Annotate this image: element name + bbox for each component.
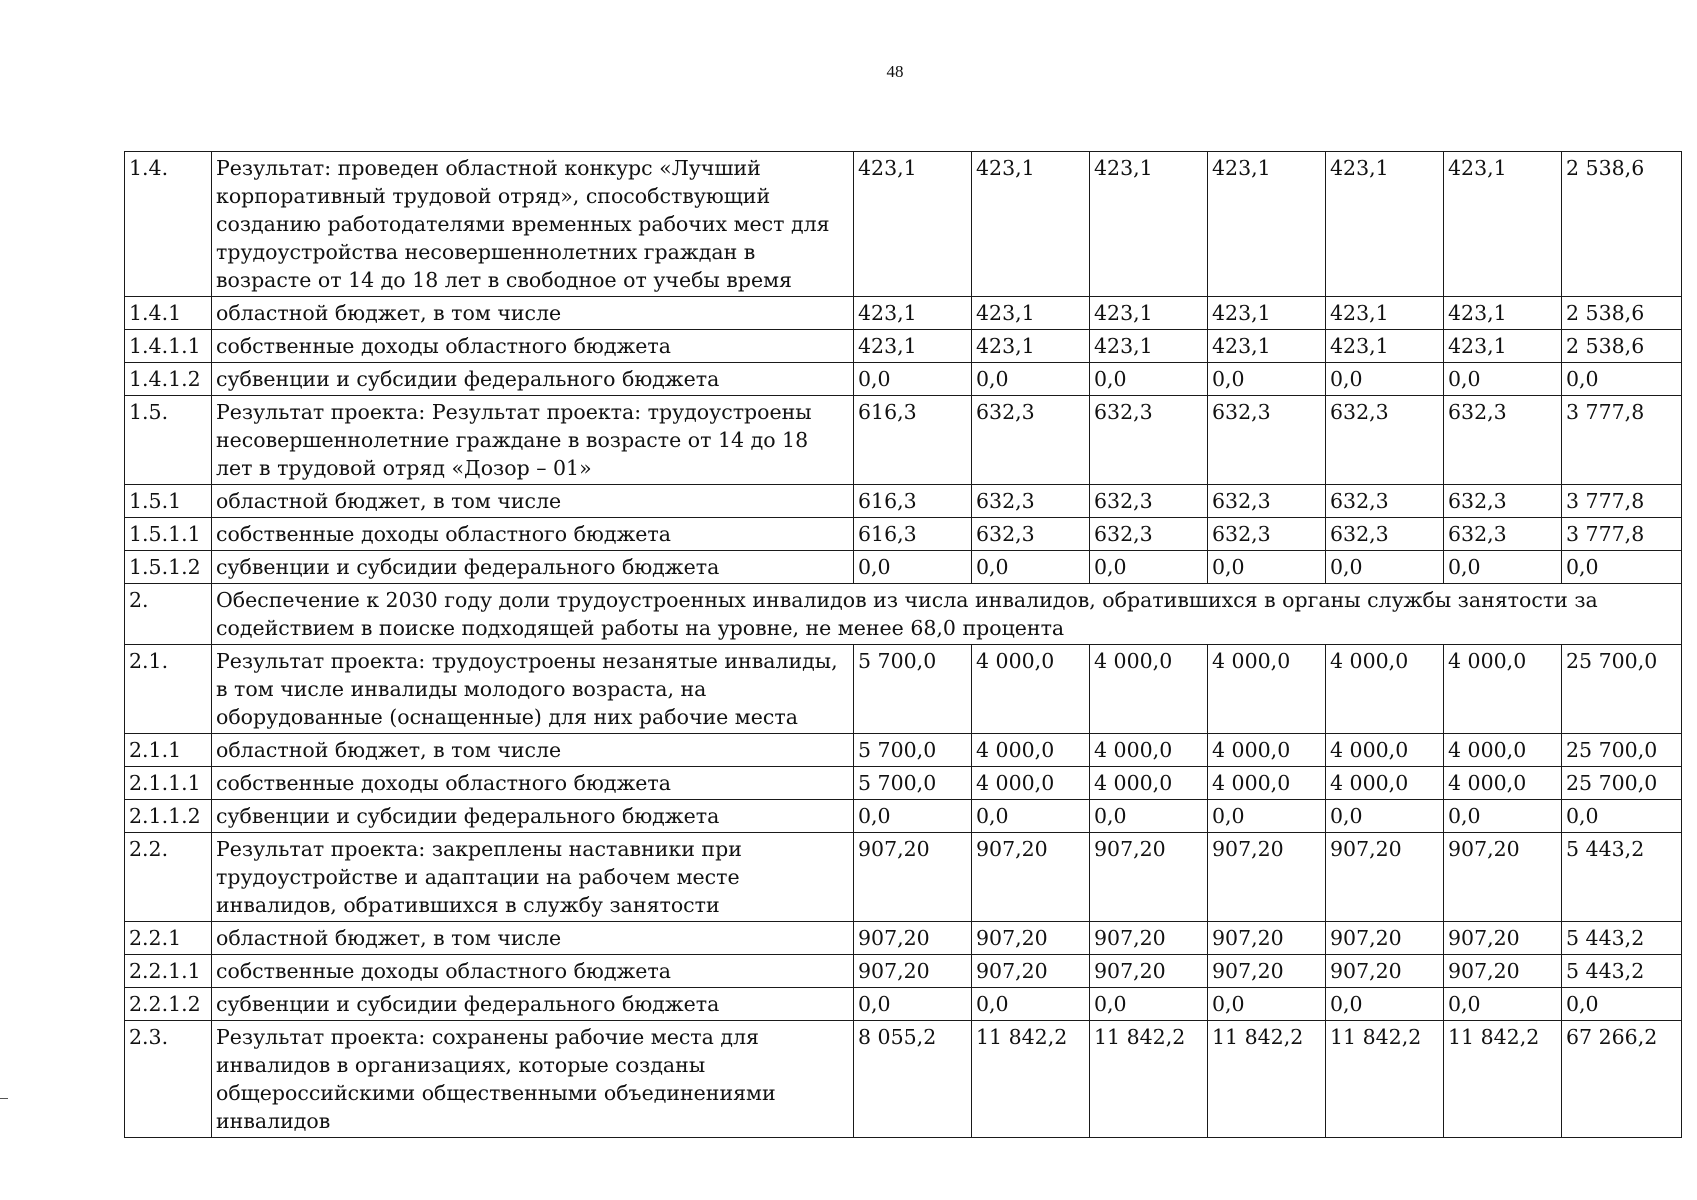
row-total: 2 538,6 (1562, 297, 1682, 330)
row-year-value: 4 000,0 (1208, 734, 1326, 767)
row-year-value: 423,1 (854, 152, 972, 297)
row-description: собственные доходы областного бюджета (212, 767, 854, 800)
row-year-value: 0,0 (1326, 363, 1444, 396)
row-year-value: 423,1 (1444, 297, 1562, 330)
row-year-value: 4 000,0 (1208, 767, 1326, 800)
row-total: 25 700,0 (1562, 767, 1682, 800)
row-year-value: 632,3 (1208, 396, 1326, 485)
row-year-value: 632,3 (1326, 485, 1444, 518)
row-year-value: 632,3 (1208, 485, 1326, 518)
row-year-value: 632,3 (972, 518, 1090, 551)
row-description: собственные доходы областного бюджета (212, 518, 854, 551)
row-total: 2 538,6 (1562, 152, 1682, 297)
row-code: 2. (125, 584, 212, 645)
scan-mark (0, 1098, 8, 1099)
row-year-value: 632,3 (972, 485, 1090, 518)
row-year-value: 632,3 (1326, 396, 1444, 485)
row-description: областной бюджет, в том числе (212, 734, 854, 767)
row-total: 25 700,0 (1562, 645, 1682, 734)
row-code: 1.5.1.1 (125, 518, 212, 551)
row-description: Обеспечение к 2030 году доли трудоустроенных инвалидов из числа инвалидов, обратившихся в органы службы занятости за содействием в поиске подходящей работы на уровне, не менее 68,0 процента (212, 584, 1682, 645)
row-code: 2.1.1.2 (125, 800, 212, 833)
row-year-value: 907,20 (1326, 955, 1444, 988)
row-year-value: 0,0 (854, 988, 972, 1021)
row-description: собственные доходы областного бюджета (212, 955, 854, 988)
table-row (125, 800, 1682, 833)
row-year-value: 4 000,0 (1444, 734, 1562, 767)
row-code: 1.5.1 (125, 485, 212, 518)
row-code: 2.2. (125, 833, 212, 922)
row-year-value: 907,20 (1444, 833, 1562, 922)
row-year-value: 0,0 (972, 551, 1090, 584)
row-year-value: 11 842,2 (1326, 1021, 1444, 1138)
row-year-value: 423,1 (854, 330, 972, 363)
row-year-value: 0,0 (972, 363, 1090, 396)
row-year-value: 0,0 (1326, 551, 1444, 584)
row-year-value: 423,1 (1208, 330, 1326, 363)
row-year-value: 907,20 (1444, 922, 1562, 955)
row-total: 2 538,6 (1562, 330, 1682, 363)
row-description: областной бюджет, в том числе (212, 922, 854, 955)
row-year-value: 423,1 (1326, 152, 1444, 297)
row-code: 2.1.1.1 (125, 767, 212, 800)
row-year-value: 0,0 (1090, 363, 1208, 396)
table-row (125, 833, 1682, 922)
row-year-value: 907,20 (1444, 955, 1562, 988)
row-year-value: 4 000,0 (1090, 645, 1208, 734)
row-year-value: 632,3 (1444, 485, 1562, 518)
row-year-value: 0,0 (1326, 988, 1444, 1021)
row-code: 1.4.1 (125, 297, 212, 330)
row-year-value: 0,0 (1444, 363, 1562, 396)
row-year-value: 423,1 (1208, 297, 1326, 330)
row-year-value: 423,1 (1444, 330, 1562, 363)
row-year-value: 423,1 (1090, 330, 1208, 363)
row-total: 3 777,8 (1562, 485, 1682, 518)
row-description: субвенции и субсидии федерального бюджета (212, 551, 854, 584)
row-code: 2.2.1.1 (125, 955, 212, 988)
row-year-value: 11 842,2 (1090, 1021, 1208, 1138)
row-year-value: 11 842,2 (972, 1021, 1090, 1138)
table-row (125, 767, 1682, 800)
row-year-value: 907,20 (972, 955, 1090, 988)
row-year-value: 5 700,0 (854, 734, 972, 767)
row-year-value: 632,3 (1444, 396, 1562, 485)
row-total: 3 777,8 (1562, 396, 1682, 485)
row-year-value: 4 000,0 (1090, 734, 1208, 767)
row-total: 67 266,2 (1562, 1021, 1682, 1138)
table-row (125, 330, 1682, 363)
row-code: 2.1.1 (125, 734, 212, 767)
table-row (125, 485, 1682, 518)
row-year-value: 0,0 (854, 800, 972, 833)
row-year-value: 632,3 (1090, 396, 1208, 485)
row-code: 2.1. (125, 645, 212, 734)
row-year-value: 4 000,0 (1090, 767, 1208, 800)
row-year-value: 616,3 (854, 485, 972, 518)
row-year-value: 423,1 (1326, 330, 1444, 363)
row-year-value: 423,1 (972, 152, 1090, 297)
table-row (125, 1021, 1682, 1138)
table-row (125, 152, 1682, 297)
row-year-value: 4 000,0 (972, 645, 1090, 734)
row-year-value: 11 842,2 (1444, 1021, 1562, 1138)
row-year-value: 4 000,0 (1326, 734, 1444, 767)
row-total: 0,0 (1562, 988, 1682, 1021)
row-year-value: 5 700,0 (854, 767, 972, 800)
row-year-value: 423,1 (972, 330, 1090, 363)
row-year-value: 0,0 (1208, 551, 1326, 584)
row-year-value: 0,0 (1208, 800, 1326, 833)
row-year-value: 907,20 (1326, 922, 1444, 955)
row-year-value: 632,3 (1090, 518, 1208, 551)
row-year-value: 632,3 (1208, 518, 1326, 551)
table-row (125, 584, 1682, 645)
row-year-value: 907,20 (854, 833, 972, 922)
row-year-value: 907,20 (854, 922, 972, 955)
row-year-value: 907,20 (1208, 833, 1326, 922)
row-year-value: 11 842,2 (1208, 1021, 1326, 1138)
row-year-value: 423,1 (1090, 297, 1208, 330)
row-year-value: 4 000,0 (1444, 767, 1562, 800)
row-code: 2.2.1 (125, 922, 212, 955)
row-description: субвенции и субсидии федерального бюджета (212, 988, 854, 1021)
row-code: 1.4. (125, 152, 212, 297)
row-code: 1.4.1.1 (125, 330, 212, 363)
table-row (125, 734, 1682, 767)
row-year-value: 0,0 (854, 551, 972, 584)
row-year-value: 632,3 (1444, 518, 1562, 551)
row-code: 2.2.1.2 (125, 988, 212, 1021)
row-code: 1.4.1.2 (125, 363, 212, 396)
table-row (125, 955, 1682, 988)
row-description: Результат проекта: трудоустроены незанятые инвалиды, в том числе инвалиды молодого возраста, на оборудованные (оснащенные) для них рабочие места (212, 645, 854, 734)
row-year-value: 4 000,0 (1326, 767, 1444, 800)
row-description: собственные доходы областного бюджета (212, 330, 854, 363)
row-year-value: 907,20 (1090, 922, 1208, 955)
row-year-value: 0,0 (1208, 363, 1326, 396)
row-description: субвенции и субсидии федерального бюджета (212, 800, 854, 833)
row-year-value: 4 000,0 (1444, 645, 1562, 734)
row-year-value: 423,1 (1090, 152, 1208, 297)
row-year-value: 907,20 (854, 955, 972, 988)
row-year-value: 632,3 (1090, 485, 1208, 518)
table-body (125, 152, 1682, 1138)
row-description: Результат проекта: сохранены рабочие места для инвалидов в организациях, которые созданы общероссийскими общественными объединениями инвалидов (212, 1021, 854, 1138)
row-year-value: 4 000,0 (1208, 645, 1326, 734)
row-year-value: 632,3 (1326, 518, 1444, 551)
row-year-value: 907,20 (1090, 833, 1208, 922)
row-year-value: 0,0 (1090, 551, 1208, 584)
row-year-value: 423,1 (1326, 297, 1444, 330)
row-year-value: 0,0 (972, 800, 1090, 833)
row-description: Результат проекта: закреплены наставники при трудоустройстве и адаптации на рабочем месте инвалидов, обратившихся в службу занятости (212, 833, 854, 922)
row-total: 0,0 (1562, 363, 1682, 396)
row-year-value: 0,0 (1444, 988, 1562, 1021)
row-year-value: 0,0 (1208, 988, 1326, 1021)
row-year-value: 0,0 (1444, 800, 1562, 833)
row-description: Результат: проведен областной конкурс «Лучший корпоративный трудовой отряд», способствующий созданию работодателями временных рабочих мест для трудоустройства несовершеннолетних граждан в возрасте от 14 до 18 лет в свободное от учебы время (212, 152, 854, 297)
table-row (125, 297, 1682, 330)
row-year-value: 423,1 (1444, 152, 1562, 297)
table-row (125, 396, 1682, 485)
row-year-value: 423,1 (854, 297, 972, 330)
row-year-value: 0,0 (1090, 988, 1208, 1021)
row-year-value: 8 055,2 (854, 1021, 972, 1138)
row-year-value: 907,20 (972, 922, 1090, 955)
row-year-value: 4 000,0 (1326, 645, 1444, 734)
row-year-value: 907,20 (972, 833, 1090, 922)
row-code: 1.5.1.2 (125, 551, 212, 584)
row-year-value: 0,0 (854, 363, 972, 396)
row-year-value: 4 000,0 (972, 734, 1090, 767)
row-year-value: 0,0 (1326, 800, 1444, 833)
row-code: 2.3. (125, 1021, 212, 1138)
row-code: 1.5. (125, 396, 212, 485)
row-year-value: 0,0 (972, 988, 1090, 1021)
row-total: 3 777,8 (1562, 518, 1682, 551)
row-year-value: 5 700,0 (854, 645, 972, 734)
budget-table (124, 151, 1682, 1138)
row-total: 0,0 (1562, 800, 1682, 833)
row-total: 5 443,2 (1562, 833, 1682, 922)
row-year-value: 4 000,0 (972, 767, 1090, 800)
table-row (125, 363, 1682, 396)
row-description: областной бюджет, в том числе (212, 297, 854, 330)
row-year-value: 0,0 (1090, 800, 1208, 833)
row-year-value: 632,3 (972, 396, 1090, 485)
row-year-value: 0,0 (1444, 551, 1562, 584)
row-year-value: 907,20 (1208, 922, 1326, 955)
row-year-value: 423,1 (972, 297, 1090, 330)
row-total: 5 443,2 (1562, 922, 1682, 955)
row-year-value: 616,3 (854, 518, 972, 551)
row-year-value: 616,3 (854, 396, 972, 485)
row-description: Результат проекта: Результат проекта: трудоустроены несовершеннолетние граждане в возрасте от 14 до 18 лет в трудовой отряд «Дозор – 01» (212, 396, 854, 485)
table-row (125, 645, 1682, 734)
page-number: 48 (886, 62, 904, 81)
table-row (125, 551, 1682, 584)
table-row (125, 988, 1682, 1021)
row-description: субвенции и субсидии федерального бюджета (212, 363, 854, 396)
row-year-value: 907,20 (1208, 955, 1326, 988)
row-year-value: 907,20 (1326, 833, 1444, 922)
row-description: областной бюджет, в том числе (212, 485, 854, 518)
row-year-value: 907,20 (1090, 955, 1208, 988)
row-total: 25 700,0 (1562, 734, 1682, 767)
row-total: 0,0 (1562, 551, 1682, 584)
row-year-value: 423,1 (1208, 152, 1326, 297)
table-row (125, 518, 1682, 551)
row-total: 5 443,2 (1562, 955, 1682, 988)
table-row (125, 922, 1682, 955)
